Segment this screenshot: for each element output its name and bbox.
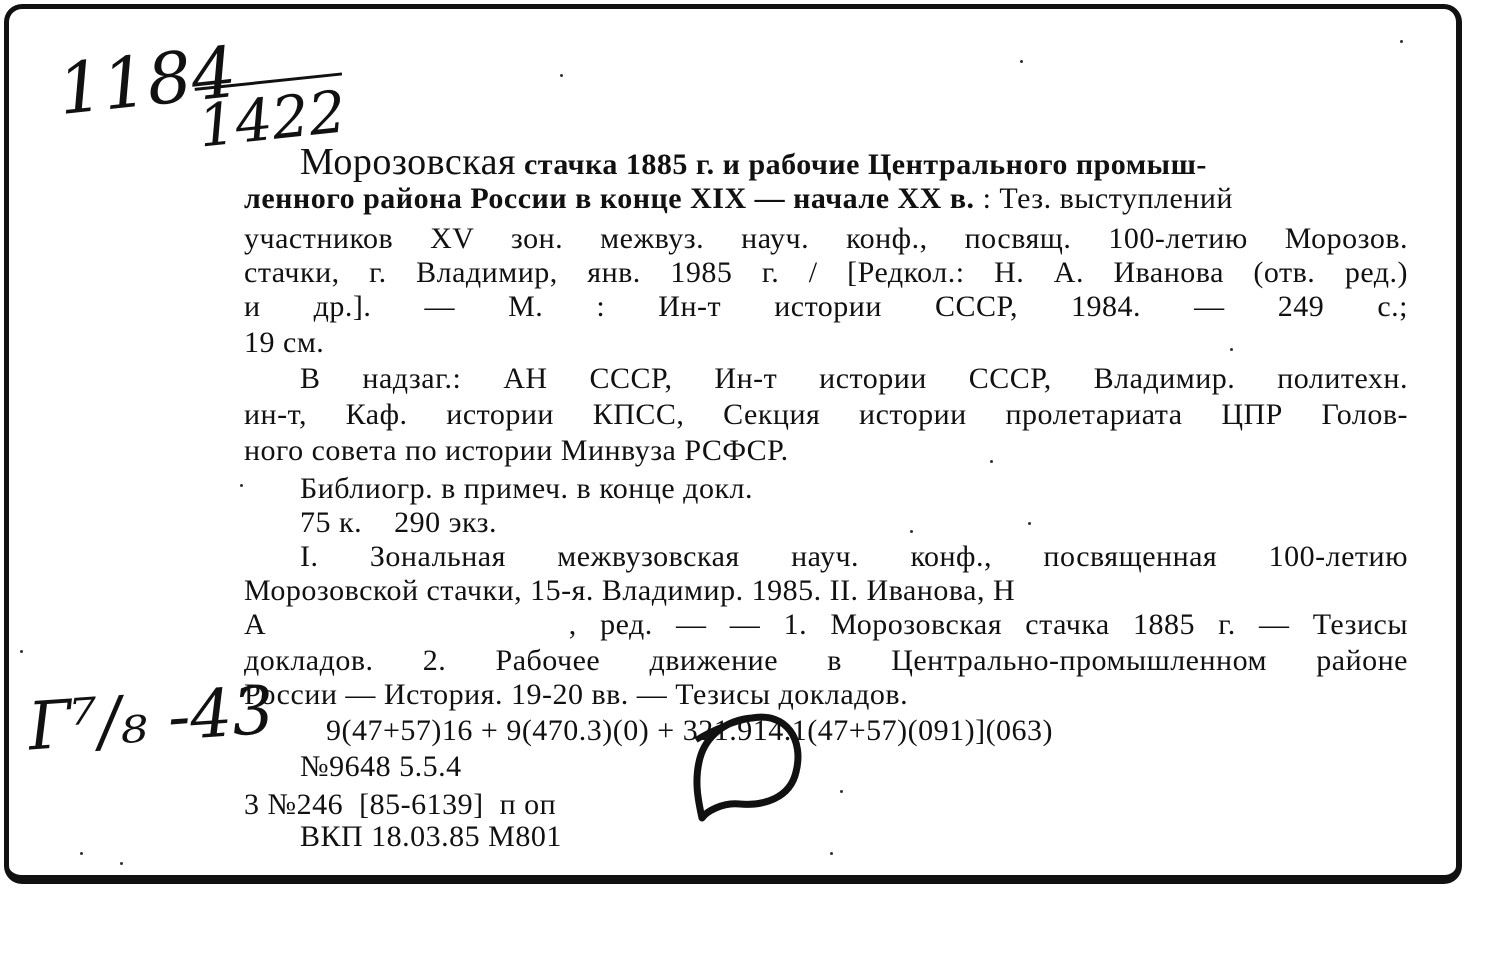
hand-drawn-loop-mark — [692, 700, 812, 830]
speck — [120, 862, 123, 865]
handwritten-fraction: 1422 — [195, 72, 349, 160]
speck — [560, 74, 563, 77]
speck — [1020, 60, 1023, 63]
entry-title-note: : Тез. выступлений — [982, 182, 1233, 215]
bibliography-note: Библиогр. в примеч. в конце докл. — [300, 472, 753, 505]
entry-title-lead: Морозовская — [300, 141, 516, 183]
entry-line-3: участников XV зон. межвуз. науч. конф., посвящ. 100-летию Морозов. — [244, 222, 1408, 255]
entry-title-bold: ленного района России в конце XIX — начале XX в. — [244, 182, 975, 215]
speck — [910, 530, 913, 533]
speck — [830, 852, 833, 855]
nadzag-line-1: В надзаг.: АН СССР, Ин-т истории СССР, Владимир. политехн. — [300, 362, 1408, 395]
speck — [240, 484, 243, 487]
added-entry-5: России — История. 19-20 вв. — Тезисы докладов. — [244, 678, 909, 711]
added-entry-2: Морозовской стачки, 15-я. Владимир. 1985. II. Иванова, Н — [244, 574, 1016, 607]
entry-line-6: 19 см. — [244, 326, 325, 359]
speck — [840, 790, 843, 793]
handwritten-shelfmark: Г⁷/₈ -43 — [25, 671, 277, 766]
handwritten-number: 1184 — [54, 30, 240, 132]
speck — [990, 460, 993, 463]
speck — [1230, 348, 1233, 351]
nadzag-line-2: ин-т, Каф. истории КПСС, Секция истории пролетариата ЦПР Голов- — [244, 398, 1408, 431]
vkp-stamp-line: ВКП 18.03.85 М801 — [300, 820, 562, 853]
added-entry-1: I. Зональная межвузовская науч. конф., посвященная 100-летию — [300, 540, 1408, 573]
entry-line-2 — [244, 182, 1233, 216]
added-entry-4: докладов. 2. Рабочее движение в Центрально-промышленном районе — [244, 644, 1408, 677]
speck — [20, 650, 23, 653]
z-number: 3 №246 [85-6139] п оп — [244, 788, 557, 821]
price-copies: 75 к. 290 экз. — [300, 506, 497, 539]
entry-line-5: и др.]. — М. : Ин-т истории СССР, 1984. — 249 с.; — [244, 290, 1408, 323]
speck — [1028, 522, 1031, 525]
entry-line-4: стачки, г. Владимир, янв. 1985 г. / [Редкол.: Н. А. Иванова (отв. ред.) — [244, 256, 1408, 289]
entry-line-1 — [300, 140, 1207, 184]
nadzag-line-3: ного совета по истории Минвуза РСФСР. — [244, 434, 789, 467]
classification-index: 9(47+57)16 + 9(470.3)(0) + 321.914.1(47+57)(091)](063) — [326, 714, 1054, 747]
card-number: №9648 5.5.4 — [300, 750, 462, 783]
added-entry-3: А , ред. — — 1. Морозовская стачка 1885 г. — Тезисы — [244, 608, 1408, 641]
speck — [80, 852, 83, 855]
entry-title-rest: стачка 1885 г. и рабочие Центрального промыш- — [523, 148, 1207, 181]
speck — [1400, 40, 1403, 43]
